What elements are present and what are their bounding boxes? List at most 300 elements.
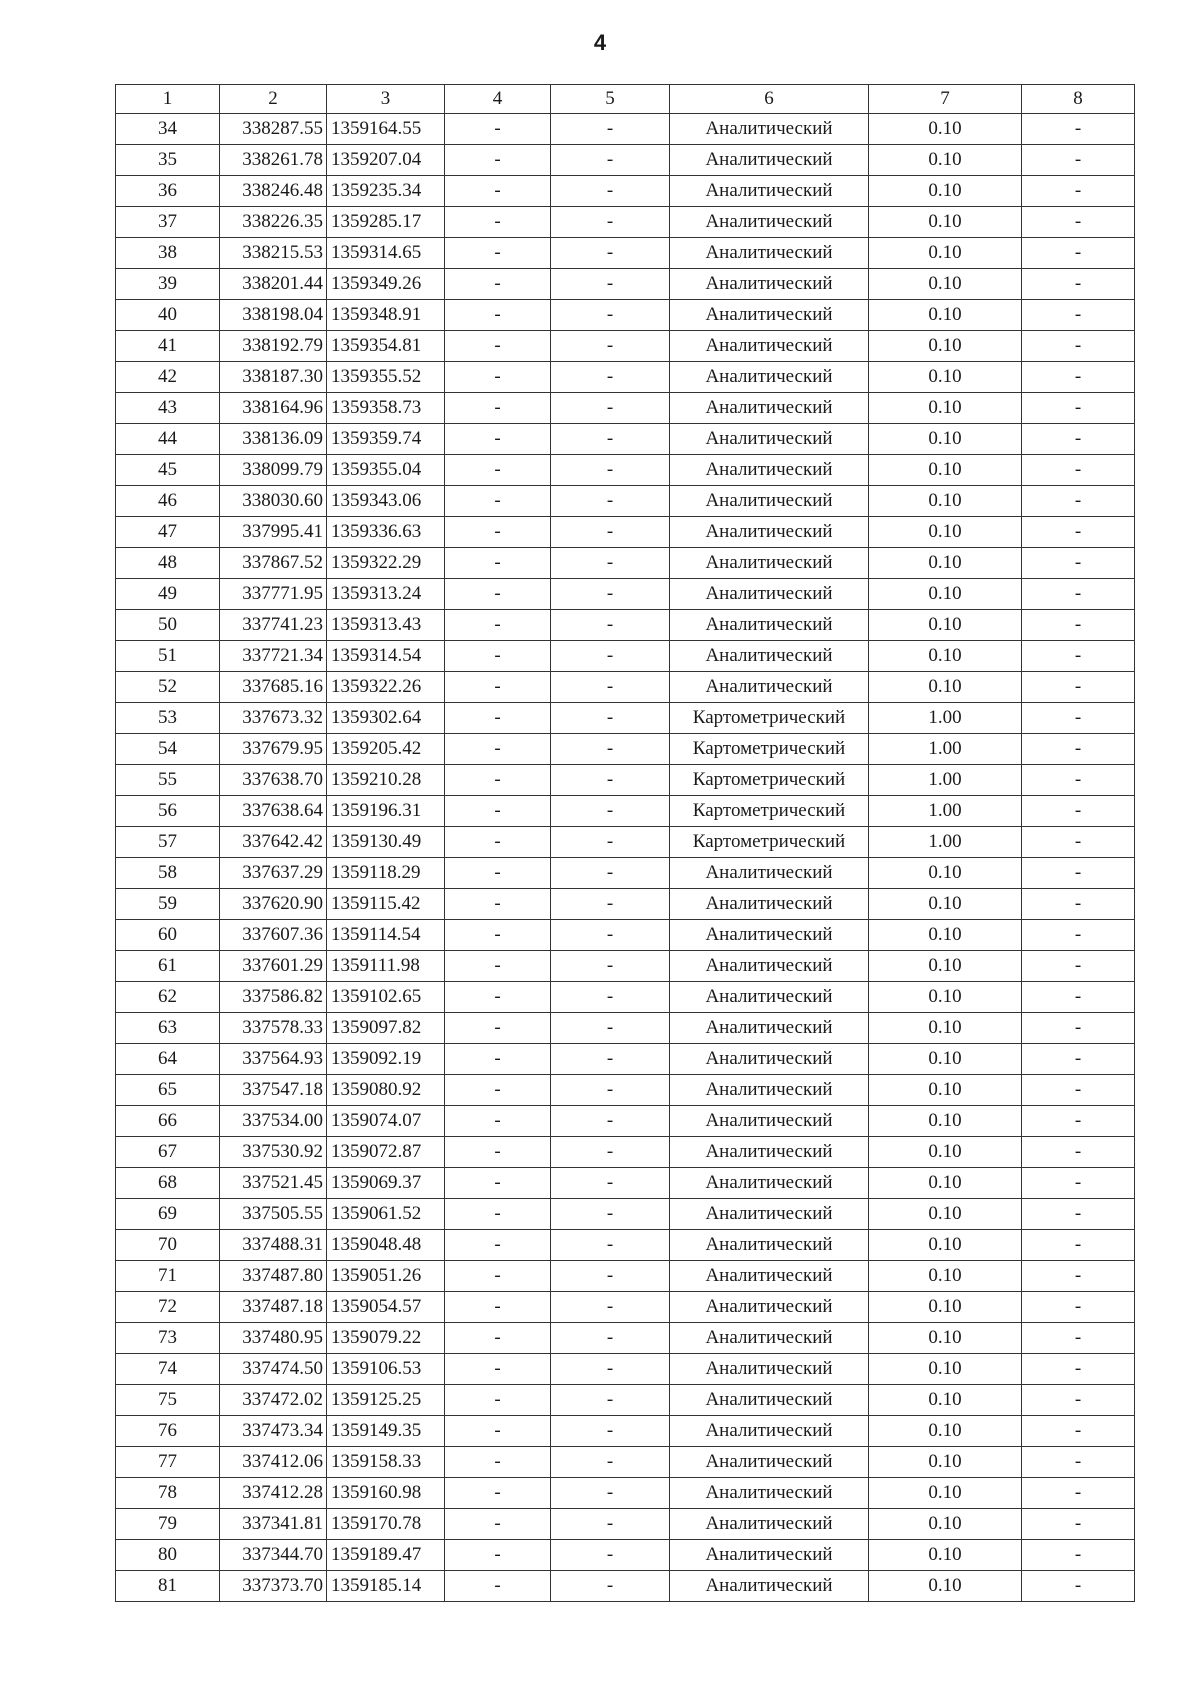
col5-cell: - bbox=[551, 207, 670, 238]
col8-cell: - bbox=[1022, 1416, 1135, 1447]
table-row bbox=[116, 1354, 1135, 1385]
x-coordinate-cell: 338246.48 bbox=[220, 176, 327, 207]
accuracy-cell: 0.10 bbox=[869, 455, 1022, 486]
col8-cell: - bbox=[1022, 1137, 1135, 1168]
y-coordinate-cell: 1359074.07 bbox=[327, 1106, 445, 1137]
table-row bbox=[116, 579, 1135, 610]
col8-cell: - bbox=[1022, 393, 1135, 424]
table-row bbox=[116, 827, 1135, 858]
col5-cell: - bbox=[551, 858, 670, 889]
method-cell: Аналитический bbox=[670, 1540, 869, 1571]
col4-cell: - bbox=[445, 1013, 551, 1044]
col5-cell: - bbox=[551, 1261, 670, 1292]
accuracy-cell: 0.10 bbox=[869, 145, 1022, 176]
col8-cell: - bbox=[1022, 455, 1135, 486]
col8-cell: - bbox=[1022, 1230, 1135, 1261]
col8-cell: - bbox=[1022, 1571, 1135, 1602]
accuracy-cell: 0.10 bbox=[869, 889, 1022, 920]
column-header: 3 bbox=[327, 85, 445, 114]
col8-cell: - bbox=[1022, 1323, 1135, 1354]
col4-cell: - bbox=[445, 207, 551, 238]
accuracy-cell: 1.00 bbox=[869, 796, 1022, 827]
y-coordinate-cell: 1359130.49 bbox=[327, 827, 445, 858]
method-cell: Аналитический bbox=[670, 1447, 869, 1478]
col4-cell: - bbox=[445, 486, 551, 517]
y-coordinate-cell: 1359358.73 bbox=[327, 393, 445, 424]
col8-cell: - bbox=[1022, 269, 1135, 300]
x-coordinate-cell: 337373.70 bbox=[220, 1571, 327, 1602]
point-number-cell: 39 bbox=[116, 269, 220, 300]
col8-cell: - bbox=[1022, 424, 1135, 455]
point-number-cell: 51 bbox=[116, 641, 220, 672]
table-row bbox=[116, 1106, 1135, 1137]
point-number-cell: 38 bbox=[116, 238, 220, 269]
col4-cell: - bbox=[445, 1199, 551, 1230]
method-cell: Аналитический bbox=[670, 1292, 869, 1323]
point-number-cell: 68 bbox=[116, 1168, 220, 1199]
accuracy-cell: 0.10 bbox=[869, 1137, 1022, 1168]
y-coordinate-cell: 1359313.24 bbox=[327, 579, 445, 610]
table-row bbox=[116, 1478, 1135, 1509]
accuracy-cell: 0.10 bbox=[869, 1323, 1022, 1354]
col4-cell: - bbox=[445, 951, 551, 982]
column-header: 6 bbox=[670, 85, 869, 114]
col4-cell: - bbox=[445, 176, 551, 207]
method-cell: Аналитический bbox=[670, 1168, 869, 1199]
method-cell: Аналитический bbox=[670, 1013, 869, 1044]
y-coordinate-cell: 1359359.74 bbox=[327, 424, 445, 455]
col5-cell: - bbox=[551, 1323, 670, 1354]
method-cell: Аналитический bbox=[670, 1106, 869, 1137]
accuracy-cell: 0.10 bbox=[869, 672, 1022, 703]
method-cell: Аналитический bbox=[670, 920, 869, 951]
col4-cell: - bbox=[445, 331, 551, 362]
point-number-cell: 49 bbox=[116, 579, 220, 610]
table-row bbox=[116, 796, 1135, 827]
col4-cell: - bbox=[445, 920, 551, 951]
accuracy-cell: 0.10 bbox=[869, 982, 1022, 1013]
y-coordinate-cell: 1359158.33 bbox=[327, 1447, 445, 1478]
y-coordinate-cell: 1359102.65 bbox=[327, 982, 445, 1013]
table-row bbox=[116, 1168, 1135, 1199]
col8-cell: - bbox=[1022, 1075, 1135, 1106]
y-coordinate-cell: 1359336.63 bbox=[327, 517, 445, 548]
table-row bbox=[116, 734, 1135, 765]
col5-cell: - bbox=[551, 300, 670, 331]
method-cell: Аналитический bbox=[670, 641, 869, 672]
table-row bbox=[116, 1137, 1135, 1168]
col4-cell: - bbox=[445, 1261, 551, 1292]
point-number-cell: 75 bbox=[116, 1385, 220, 1416]
coordinates-table bbox=[115, 84, 1135, 1602]
x-coordinate-cell: 337488.31 bbox=[220, 1230, 327, 1261]
y-coordinate-cell: 1359322.29 bbox=[327, 548, 445, 579]
col8-cell: - bbox=[1022, 362, 1135, 393]
x-coordinate-cell: 337505.55 bbox=[220, 1199, 327, 1230]
table-row bbox=[116, 1230, 1135, 1261]
method-cell: Аналитический bbox=[670, 424, 869, 455]
col8-cell: - bbox=[1022, 982, 1135, 1013]
y-coordinate-cell: 1359092.19 bbox=[327, 1044, 445, 1075]
method-cell: Аналитический bbox=[670, 176, 869, 207]
col5-cell: - bbox=[551, 1013, 670, 1044]
x-coordinate-cell: 337487.80 bbox=[220, 1261, 327, 1292]
x-coordinate-cell: 337685.16 bbox=[220, 672, 327, 703]
x-coordinate-cell: 337771.95 bbox=[220, 579, 327, 610]
col4-cell: - bbox=[445, 982, 551, 1013]
col5-cell: - bbox=[551, 672, 670, 703]
table-row bbox=[116, 610, 1135, 641]
col8-cell: - bbox=[1022, 827, 1135, 858]
table-header-row bbox=[116, 85, 1135, 114]
y-coordinate-cell: 1359205.42 bbox=[327, 734, 445, 765]
y-coordinate-cell: 1359348.91 bbox=[327, 300, 445, 331]
col4-cell: - bbox=[445, 734, 551, 765]
accuracy-cell: 0.10 bbox=[869, 424, 1022, 455]
col5-cell: - bbox=[551, 1478, 670, 1509]
y-coordinate-cell: 1359164.55 bbox=[327, 114, 445, 145]
col8-cell: - bbox=[1022, 1168, 1135, 1199]
y-coordinate-cell: 1359114.54 bbox=[327, 920, 445, 951]
col8-cell: - bbox=[1022, 1261, 1135, 1292]
table-row bbox=[116, 1075, 1135, 1106]
accuracy-cell: 0.10 bbox=[869, 1261, 1022, 1292]
x-coordinate-cell: 338287.55 bbox=[220, 114, 327, 145]
column-header: 2 bbox=[220, 85, 327, 114]
x-coordinate-cell: 337472.02 bbox=[220, 1385, 327, 1416]
x-coordinate-cell: 338099.79 bbox=[220, 455, 327, 486]
col5-cell: - bbox=[551, 1540, 670, 1571]
y-coordinate-cell: 1359189.47 bbox=[327, 1540, 445, 1571]
y-coordinate-cell: 1359322.26 bbox=[327, 672, 445, 703]
y-coordinate-cell: 1359343.06 bbox=[327, 486, 445, 517]
method-cell: Картометрический bbox=[670, 796, 869, 827]
point-number-cell: 58 bbox=[116, 858, 220, 889]
accuracy-cell: 0.10 bbox=[869, 176, 1022, 207]
col5-cell: - bbox=[551, 455, 670, 486]
y-coordinate-cell: 1359079.22 bbox=[327, 1323, 445, 1354]
point-number-cell: 52 bbox=[116, 672, 220, 703]
x-coordinate-cell: 337607.36 bbox=[220, 920, 327, 951]
col4-cell: - bbox=[445, 1571, 551, 1602]
point-number-cell: 67 bbox=[116, 1137, 220, 1168]
accuracy-cell: 0.10 bbox=[869, 362, 1022, 393]
method-cell: Аналитический bbox=[670, 1137, 869, 1168]
accuracy-cell: 0.10 bbox=[869, 1509, 1022, 1540]
x-coordinate-cell: 338187.30 bbox=[220, 362, 327, 393]
col4-cell: - bbox=[445, 703, 551, 734]
y-coordinate-cell: 1359314.54 bbox=[327, 641, 445, 672]
x-coordinate-cell: 337642.42 bbox=[220, 827, 327, 858]
col8-cell: - bbox=[1022, 858, 1135, 889]
table-row bbox=[116, 238, 1135, 269]
y-coordinate-cell: 1359051.26 bbox=[327, 1261, 445, 1292]
accuracy-cell: 0.10 bbox=[869, 517, 1022, 548]
accuracy-cell: 0.10 bbox=[869, 1540, 1022, 1571]
col5-cell: - bbox=[551, 176, 670, 207]
col5-cell: - bbox=[551, 889, 670, 920]
table-row bbox=[116, 517, 1135, 548]
x-coordinate-cell: 337586.82 bbox=[220, 982, 327, 1013]
method-cell: Аналитический bbox=[670, 1416, 869, 1447]
col5-cell: - bbox=[551, 1137, 670, 1168]
point-number-cell: 66 bbox=[116, 1106, 220, 1137]
col8-cell: - bbox=[1022, 1478, 1135, 1509]
table-row bbox=[116, 1509, 1135, 1540]
col4-cell: - bbox=[445, 1230, 551, 1261]
point-number-cell: 45 bbox=[116, 455, 220, 486]
y-coordinate-cell: 1359072.87 bbox=[327, 1137, 445, 1168]
method-cell: Аналитический bbox=[670, 610, 869, 641]
col5-cell: - bbox=[551, 1385, 670, 1416]
col4-cell: - bbox=[445, 1354, 551, 1385]
col5-cell: - bbox=[551, 1447, 670, 1478]
method-cell: Аналитический bbox=[670, 982, 869, 1013]
col4-cell: - bbox=[445, 579, 551, 610]
method-cell: Аналитический bbox=[670, 672, 869, 703]
col4-cell: - bbox=[445, 1106, 551, 1137]
x-coordinate-cell: 337638.70 bbox=[220, 765, 327, 796]
method-cell: Аналитический bbox=[670, 1044, 869, 1075]
x-coordinate-cell: 337547.18 bbox=[220, 1075, 327, 1106]
col5-cell: - bbox=[551, 517, 670, 548]
table-row bbox=[116, 300, 1135, 331]
accuracy-cell: 1.00 bbox=[869, 827, 1022, 858]
col5-cell: - bbox=[551, 145, 670, 176]
col5-cell: - bbox=[551, 579, 670, 610]
col5-cell: - bbox=[551, 827, 670, 858]
table-row bbox=[116, 1385, 1135, 1416]
point-number-cell: 41 bbox=[116, 331, 220, 362]
col4-cell: - bbox=[445, 455, 551, 486]
col5-cell: - bbox=[551, 331, 670, 362]
table-row bbox=[116, 176, 1135, 207]
method-cell: Аналитический bbox=[670, 1509, 869, 1540]
y-coordinate-cell: 1359302.64 bbox=[327, 703, 445, 734]
method-cell: Аналитический bbox=[670, 858, 869, 889]
method-cell: Аналитический bbox=[670, 1323, 869, 1354]
method-cell: Аналитический bbox=[670, 1199, 869, 1230]
method-cell: Аналитический bbox=[670, 269, 869, 300]
col8-cell: - bbox=[1022, 114, 1135, 145]
method-cell: Картометрический bbox=[670, 734, 869, 765]
col8-cell: - bbox=[1022, 331, 1135, 362]
table-row bbox=[116, 1199, 1135, 1230]
table-row bbox=[116, 1571, 1135, 1602]
table-row bbox=[116, 641, 1135, 672]
y-coordinate-cell: 1359196.31 bbox=[327, 796, 445, 827]
col5-cell: - bbox=[551, 610, 670, 641]
point-number-cell: 74 bbox=[116, 1354, 220, 1385]
col4-cell: - bbox=[445, 765, 551, 796]
table-row bbox=[116, 207, 1135, 238]
col4-cell: - bbox=[445, 1292, 551, 1323]
col5-cell: - bbox=[551, 765, 670, 796]
x-coordinate-cell: 337638.64 bbox=[220, 796, 327, 827]
y-coordinate-cell: 1359313.43 bbox=[327, 610, 445, 641]
table-row bbox=[116, 1540, 1135, 1571]
accuracy-cell: 0.10 bbox=[869, 1292, 1022, 1323]
point-number-cell: 57 bbox=[116, 827, 220, 858]
y-coordinate-cell: 1359355.52 bbox=[327, 362, 445, 393]
y-coordinate-cell: 1359170.78 bbox=[327, 1509, 445, 1540]
col8-cell: - bbox=[1022, 641, 1135, 672]
point-number-cell: 44 bbox=[116, 424, 220, 455]
method-cell: Аналитический bbox=[670, 579, 869, 610]
accuracy-cell: 0.10 bbox=[869, 1075, 1022, 1106]
y-coordinate-cell: 1359111.98 bbox=[327, 951, 445, 982]
accuracy-cell: 0.10 bbox=[869, 548, 1022, 579]
point-number-cell: 64 bbox=[116, 1044, 220, 1075]
y-coordinate-cell: 1359048.48 bbox=[327, 1230, 445, 1261]
x-coordinate-cell: 338136.09 bbox=[220, 424, 327, 455]
col8-cell: - bbox=[1022, 703, 1135, 734]
method-cell: Картометрический bbox=[670, 765, 869, 796]
col4-cell: - bbox=[445, 548, 551, 579]
col5-cell: - bbox=[551, 1354, 670, 1385]
method-cell: Аналитический bbox=[670, 362, 869, 393]
x-coordinate-cell: 338164.96 bbox=[220, 393, 327, 424]
col8-cell: - bbox=[1022, 176, 1135, 207]
col4-cell: - bbox=[445, 517, 551, 548]
table-row bbox=[116, 331, 1135, 362]
x-coordinate-cell: 337578.33 bbox=[220, 1013, 327, 1044]
col5-cell: - bbox=[551, 114, 670, 145]
col8-cell: - bbox=[1022, 1385, 1135, 1416]
x-coordinate-cell: 337673.32 bbox=[220, 703, 327, 734]
col8-cell: - bbox=[1022, 610, 1135, 641]
point-number-cell: 77 bbox=[116, 1447, 220, 1478]
col5-cell: - bbox=[551, 362, 670, 393]
table-row bbox=[116, 1044, 1135, 1075]
col8-cell: - bbox=[1022, 1044, 1135, 1075]
col5-cell: - bbox=[551, 1168, 670, 1199]
method-cell: Аналитический bbox=[670, 455, 869, 486]
table-row bbox=[116, 269, 1135, 300]
col8-cell: - bbox=[1022, 1447, 1135, 1478]
y-coordinate-cell: 1359314.65 bbox=[327, 238, 445, 269]
method-cell: Аналитический bbox=[670, 114, 869, 145]
y-coordinate-cell: 1359185.14 bbox=[327, 1571, 445, 1602]
col8-cell: - bbox=[1022, 300, 1135, 331]
table-row bbox=[116, 548, 1135, 579]
point-number-cell: 46 bbox=[116, 486, 220, 517]
column-header: 8 bbox=[1022, 85, 1135, 114]
col5-cell: - bbox=[551, 548, 670, 579]
accuracy-cell: 0.10 bbox=[869, 486, 1022, 517]
col8-cell: - bbox=[1022, 951, 1135, 982]
table-row bbox=[116, 362, 1135, 393]
method-cell: Аналитический bbox=[670, 1571, 869, 1602]
y-coordinate-cell: 1359061.52 bbox=[327, 1199, 445, 1230]
col5-cell: - bbox=[551, 1199, 670, 1230]
col4-cell: - bbox=[445, 362, 551, 393]
method-cell: Картометрический bbox=[670, 827, 869, 858]
col5-cell: - bbox=[551, 1416, 670, 1447]
table-row bbox=[116, 920, 1135, 951]
col4-cell: - bbox=[445, 269, 551, 300]
method-cell: Аналитический bbox=[670, 145, 869, 176]
x-coordinate-cell: 337521.45 bbox=[220, 1168, 327, 1199]
accuracy-cell: 0.10 bbox=[869, 1447, 1022, 1478]
point-number-cell: 60 bbox=[116, 920, 220, 951]
method-cell: Аналитический bbox=[670, 951, 869, 982]
y-coordinate-cell: 1359349.26 bbox=[327, 269, 445, 300]
x-coordinate-cell: 337474.50 bbox=[220, 1354, 327, 1385]
y-coordinate-cell: 1359160.98 bbox=[327, 1478, 445, 1509]
col5-cell: - bbox=[551, 269, 670, 300]
x-coordinate-cell: 337601.29 bbox=[220, 951, 327, 982]
x-coordinate-cell: 337721.34 bbox=[220, 641, 327, 672]
col5-cell: - bbox=[551, 920, 670, 951]
col4-cell: - bbox=[445, 1168, 551, 1199]
col8-cell: - bbox=[1022, 889, 1135, 920]
col8-cell: - bbox=[1022, 796, 1135, 827]
accuracy-cell: 0.10 bbox=[869, 1230, 1022, 1261]
point-number-cell: 78 bbox=[116, 1478, 220, 1509]
table-row bbox=[116, 858, 1135, 889]
col8-cell: - bbox=[1022, 734, 1135, 765]
col5-cell: - bbox=[551, 796, 670, 827]
x-coordinate-cell: 338226.35 bbox=[220, 207, 327, 238]
col8-cell: - bbox=[1022, 1354, 1135, 1385]
accuracy-cell: 0.10 bbox=[869, 579, 1022, 610]
x-coordinate-cell: 337679.95 bbox=[220, 734, 327, 765]
point-number-cell: 72 bbox=[116, 1292, 220, 1323]
point-number-cell: 43 bbox=[116, 393, 220, 424]
col8-cell: - bbox=[1022, 1540, 1135, 1571]
point-number-cell: 56 bbox=[116, 796, 220, 827]
y-coordinate-cell: 1359069.37 bbox=[327, 1168, 445, 1199]
col8-cell: - bbox=[1022, 1013, 1135, 1044]
x-coordinate-cell: 338261.78 bbox=[220, 145, 327, 176]
table-body bbox=[116, 114, 1135, 1602]
col5-cell: - bbox=[551, 1292, 670, 1323]
y-coordinate-cell: 1359210.28 bbox=[327, 765, 445, 796]
table-row bbox=[116, 486, 1135, 517]
x-coordinate-cell: 338215.53 bbox=[220, 238, 327, 269]
y-coordinate-cell: 1359285.17 bbox=[327, 207, 445, 238]
col4-cell: - bbox=[445, 1509, 551, 1540]
col4-cell: - bbox=[445, 889, 551, 920]
col8-cell: - bbox=[1022, 145, 1135, 176]
x-coordinate-cell: 338192.79 bbox=[220, 331, 327, 362]
x-coordinate-cell: 337620.90 bbox=[220, 889, 327, 920]
table-row bbox=[116, 1261, 1135, 1292]
y-coordinate-cell: 1359118.29 bbox=[327, 858, 445, 889]
point-number-cell: 80 bbox=[116, 1540, 220, 1571]
point-number-cell: 79 bbox=[116, 1509, 220, 1540]
table-row bbox=[116, 1323, 1135, 1354]
accuracy-cell: 0.10 bbox=[869, 1354, 1022, 1385]
col4-cell: - bbox=[445, 424, 551, 455]
y-coordinate-cell: 1359054.57 bbox=[327, 1292, 445, 1323]
accuracy-cell: 0.10 bbox=[869, 610, 1022, 641]
method-cell: Аналитический bbox=[670, 1230, 869, 1261]
col4-cell: - bbox=[445, 1137, 551, 1168]
method-cell: Аналитический bbox=[670, 486, 869, 517]
col5-cell: - bbox=[551, 393, 670, 424]
point-number-cell: 55 bbox=[116, 765, 220, 796]
accuracy-cell: 0.10 bbox=[869, 1044, 1022, 1075]
col4-cell: - bbox=[445, 145, 551, 176]
table-row bbox=[116, 1416, 1135, 1447]
col5-cell: - bbox=[551, 1509, 670, 1540]
column-header: 7 bbox=[869, 85, 1022, 114]
point-number-cell: 70 bbox=[116, 1230, 220, 1261]
col5-cell: - bbox=[551, 734, 670, 765]
col5-cell: - bbox=[551, 424, 670, 455]
